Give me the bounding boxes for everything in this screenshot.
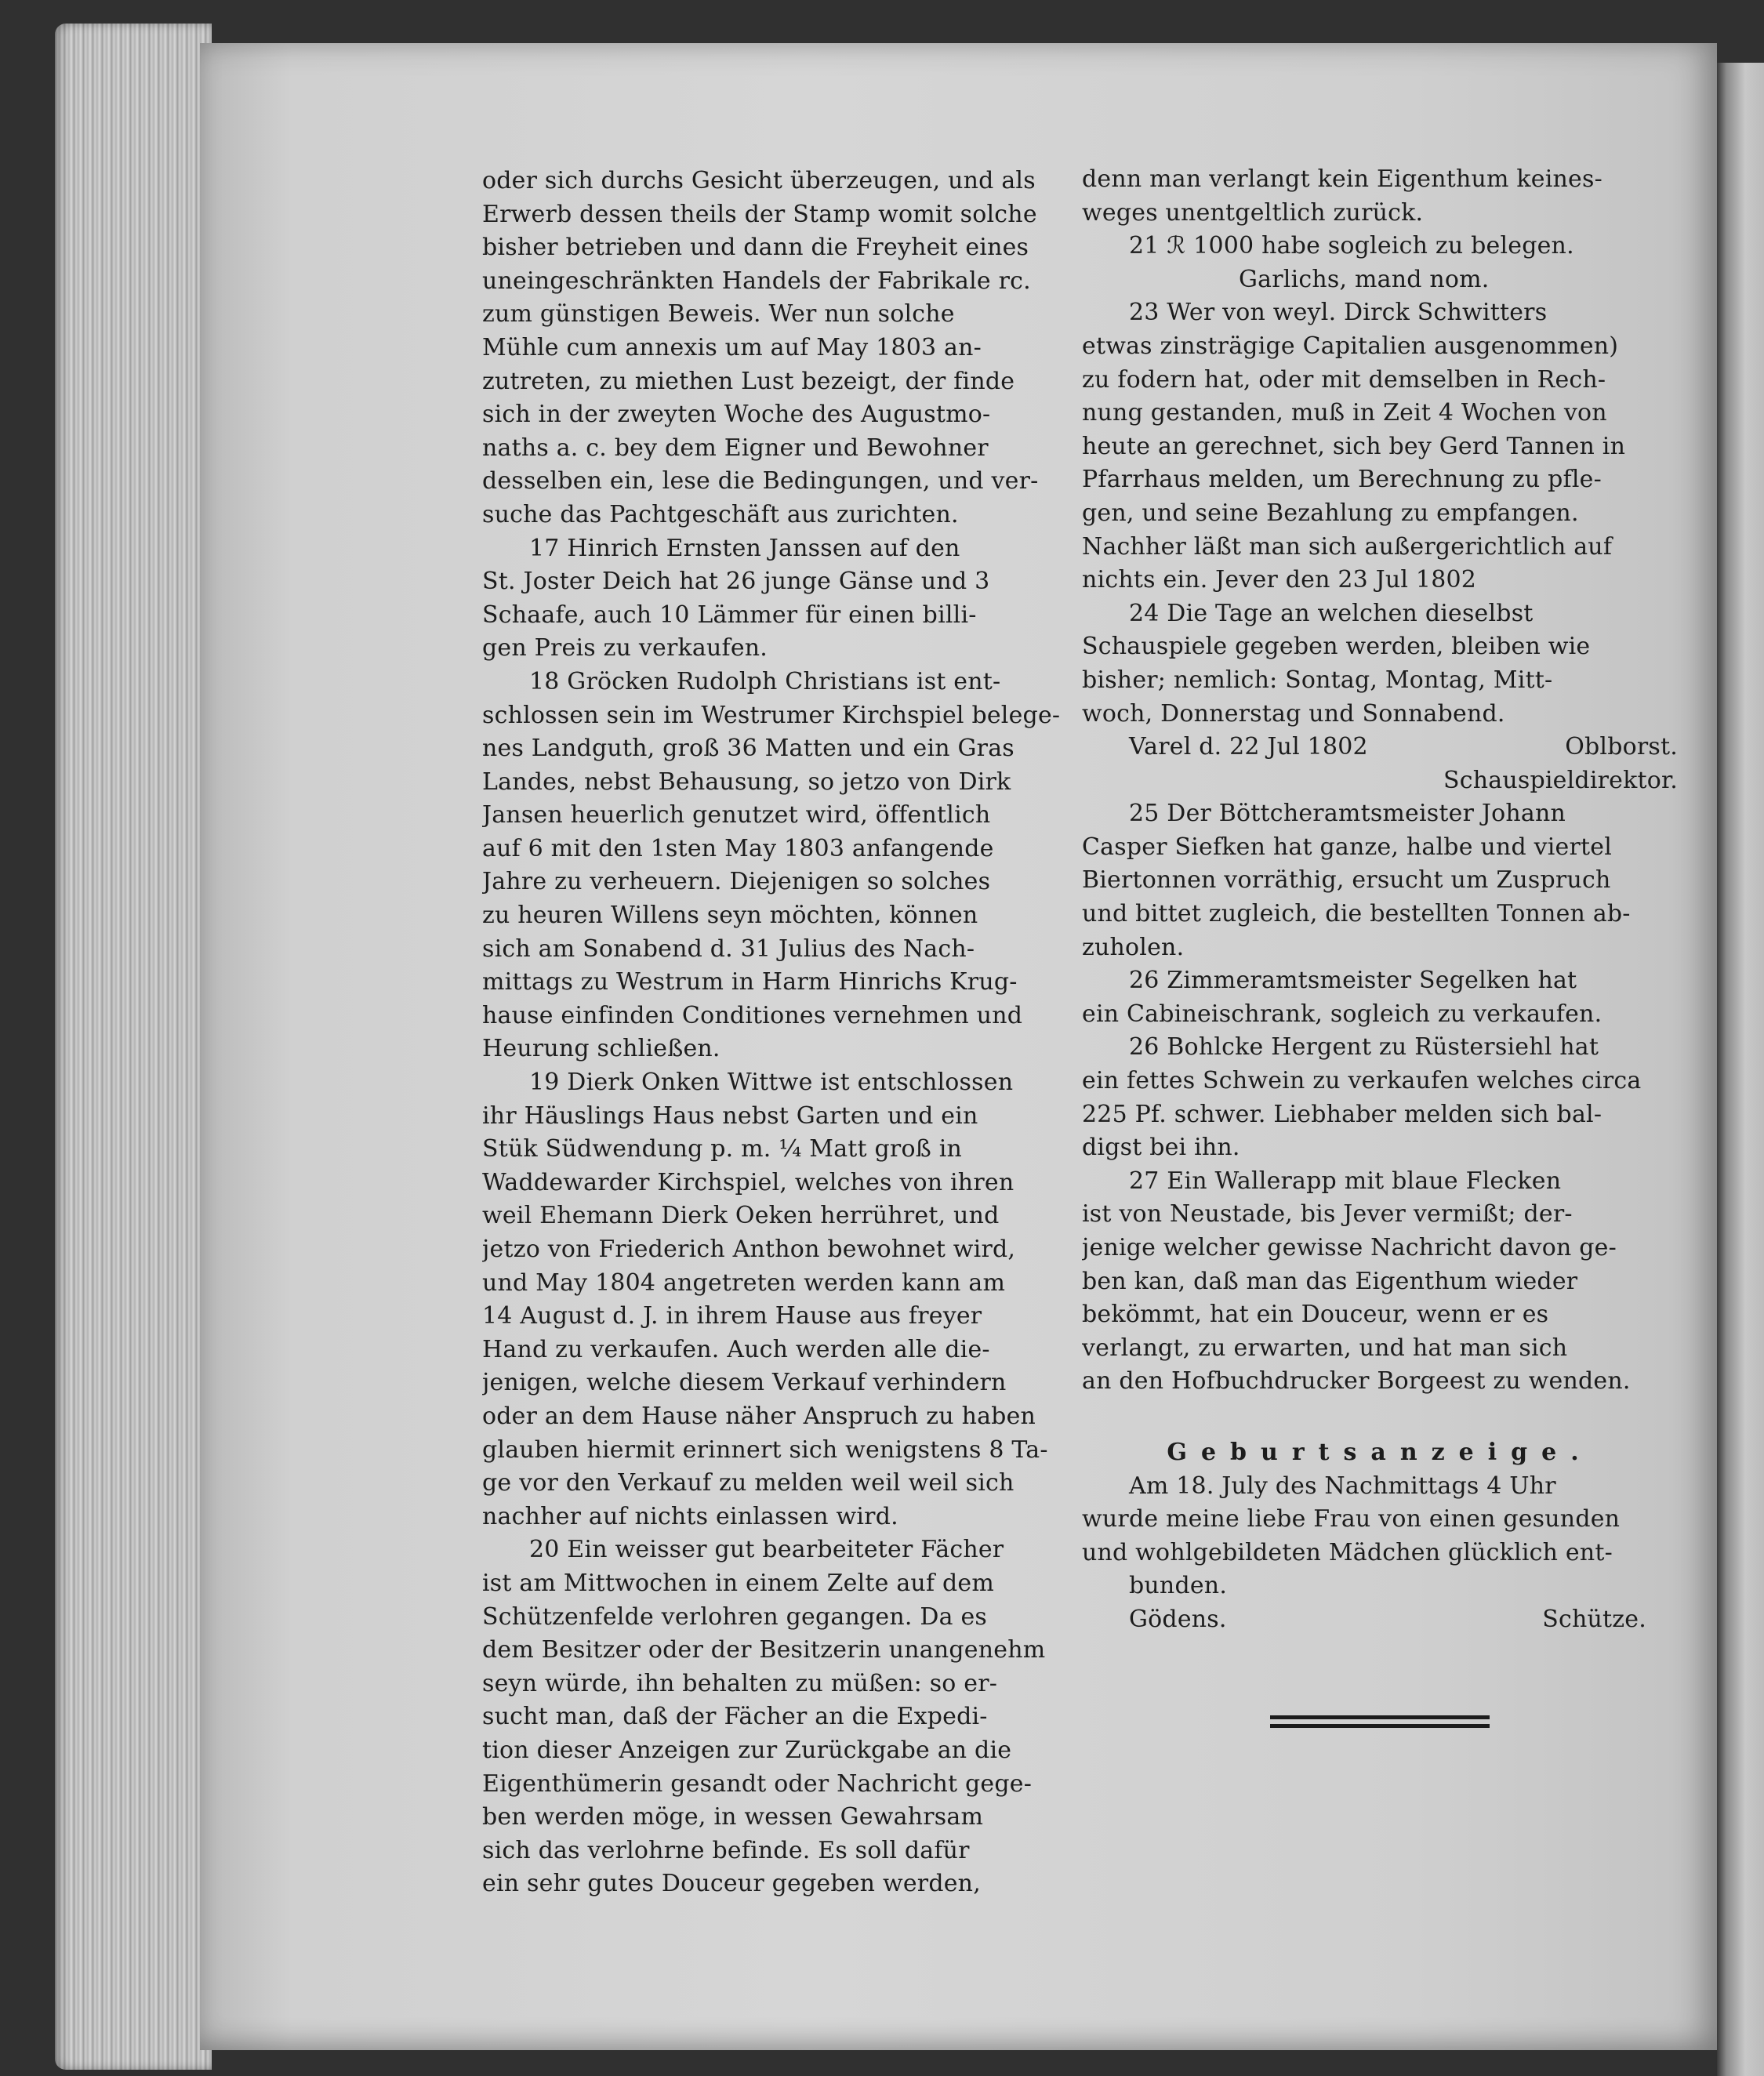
notice-line: 26 Bohlcke Hergent zu Rüstersiehl hat	[1129, 1033, 1599, 1062]
birth-notice	[1082, 1436, 1678, 1637]
notice-line: weil Ehemann Dierk Oeken herrühret, und	[482, 1202, 1000, 1230]
notice-line: sucht man, daß der Fächer an die Expedi-	[482, 1703, 988, 1731]
notice-entry	[1082, 163, 1678, 230]
birth-notice-line: bunden.	[1129, 1572, 1228, 1600]
notice-line: ist am Mittwochen in einem Zelte auf dem	[482, 1569, 994, 1597]
notice-line: gen, und seine Bezahlung zu empfangen.	[1082, 499, 1579, 527]
notice-line: jetzo von Friederich Anthon bewohnet wird,	[482, 1236, 1016, 1263]
notice-line: denn man verlangt kein Eigenthum keines-	[1082, 165, 1602, 193]
notice-line: Heurung schließen.	[482, 1035, 720, 1063]
notice-line: 225 Pf. schwer. Liebhaber melden sich bal-	[1082, 1100, 1602, 1128]
notice-line: ist von Neustade, bis Jever vermißt; der-	[1082, 1200, 1573, 1229]
notice-line: 20 Ein weisser gut bearbeiteter Fächer	[529, 1536, 1004, 1564]
notice-entry	[482, 1066, 1078, 1533]
signature-line	[1082, 731, 1678, 764]
notice-line: nes Landguth, groß 36 Matten und ein Gras	[482, 735, 1014, 763]
notice-line: mittags zu Westrum in Harm Hinrichs Krug-	[482, 968, 1018, 996]
notice-line: bisher; nemlich: Sontag, Montag, Mitt-	[1082, 666, 1553, 694]
notice-line: etwas zinsträgige Capitalien ausgenommen)	[1082, 332, 1619, 360]
notice-entry	[1082, 296, 1678, 597]
notice-line: zu heuren Willens seyn möchten, können	[482, 902, 978, 930]
adjacent-page-edge	[1717, 63, 1764, 2076]
notice-line: ihr Häuslings Haus nebst Garten und ein	[482, 1102, 978, 1130]
signature-place-date: Varel d. 22 Jul 1802	[1129, 733, 1368, 761]
notice-line: Garlichs, mand nom.	[1239, 265, 1490, 293]
notice-line: Landes, nebst Behausung, so jetzo von Dirk	[482, 768, 1011, 796]
birth-notice-place: Gödens.	[1129, 1605, 1227, 1633]
notice-line: Erwerb dessen theils der Stamp womit solche	[482, 200, 1037, 228]
right-text-column	[1082, 163, 1678, 1728]
notice-entry	[1082, 230, 1678, 296]
notice-line: jenige welcher gewisse Nachricht davon ge-	[1082, 1234, 1617, 1261]
notice-line: Jansen heuerlich genutzet wird, öffentlich	[482, 801, 991, 829]
notice-line: glauben hiermit erinnert sich wenigstens 8 Ta-	[482, 1435, 1048, 1464]
notice-line: sich in der zweyten Woche des Augustmo-	[482, 401, 991, 429]
notice-line: sich das verlohrne befinde. Es soll dafür	[482, 1836, 970, 1864]
birth-notice-line: und wohlgebildeten Mädchen glücklich ent-	[1082, 1538, 1613, 1566]
notice-line: 18 Gröcken Rudolph Christians ist ent-	[529, 667, 1001, 695]
notice-line: tion dieser Anzeigen zur Zurückgabe an die	[482, 1736, 1012, 1764]
notice-line: uneingeschränkten Handels der Fabrikale rc.	[482, 267, 1031, 295]
book-page-edges	[55, 24, 212, 2070]
notice-entry	[482, 1533, 1078, 1901]
notice-line: 24 Die Tage an welchen dieselbst	[1129, 599, 1534, 627]
notice-line: verlangt, zu erwarten, und hat man sich	[1082, 1334, 1568, 1362]
notice-line: zu fodern hat, oder mit demselben in Rech-	[1082, 365, 1606, 394]
notice-line: an den Hofbuchdrucker Borgeest zu wenden.	[1082, 1367, 1631, 1395]
notice-line: 25 Der Böttcheramtsmeister Johann	[1129, 800, 1566, 828]
left-text-column	[482, 165, 1078, 1901]
notice-line: nichts ein. Jever den 23 Jul 1802	[1082, 566, 1477, 594]
notice-line: zuholen.	[1082, 933, 1185, 961]
notice-line: zutreten, zu miethen Lust bezeigt, der finde	[482, 367, 1015, 395]
notice-line: 26 Zimmeramtsmeister Segelken hat	[1129, 967, 1577, 995]
notice-line: Mühle cum annexis um auf May 1803 an-	[482, 333, 982, 361]
notice-line: Waddewarder Kirchspiel, welches von ihren	[482, 1168, 1014, 1196]
notice-line: desselben ein, lese die Bedingungen, und ver-	[482, 467, 1039, 495]
notice-line: jenigen, welche diesem Verkauf verhindern	[482, 1369, 1007, 1397]
notice-line: Schauspiele gegeben werden, bleiben wie	[1082, 633, 1591, 661]
birth-notice-signature	[1082, 1603, 1678, 1637]
notice-line: Nachher läßt man sich außergerichtlich auf	[1082, 532, 1613, 561]
notice-line: ben kan, daß man das Eigenthum wieder	[1082, 1267, 1578, 1295]
notice-line: 21 ℛ 1000 habe sogleich zu belegen.	[1129, 232, 1574, 260]
notice-entry	[482, 165, 1078, 532]
notice-line: und May 1804 angetreten werden kann am	[482, 1268, 1006, 1297]
notice-line: oder sich durchs Gesicht überzeugen, und als	[482, 167, 1036, 194]
notice-line: zum günstigen Beweis. Wer nun solche	[482, 300, 955, 328]
notice-line: Jahre zu verheuern. Diejenigen so solches	[482, 868, 991, 896]
notice-line: Stük Südwendung p. m. ¼ Matt groß in	[482, 1135, 963, 1163]
notice-line: auf 6 mit den 1sten May 1803 anfangende	[482, 834, 994, 862]
notice-line: ein Cabineischrank, sogleich zu verkaufen.	[1082, 1000, 1602, 1028]
notice-line: dem Besitzer oder der Besitzerin unangenehm	[482, 1636, 1046, 1664]
notice-entry	[1082, 1165, 1678, 1399]
notice-line: Eigenthümerin gesandt oder Nachricht gege-	[482, 1769, 1033, 1798]
notice-line: 17 Hinrich Ernsten Janssen auf den	[529, 534, 960, 562]
notice-line: digst bei ihn.	[1082, 1134, 1240, 1162]
notice-line: seyn würde, ihn behalten zu müßen: so er-	[482, 1669, 998, 1697]
notice-line: nung gestanden, muß in Zeit 4 Wochen von	[1082, 399, 1607, 427]
notice-line: gen Preis zu verkaufen.	[482, 634, 768, 662]
notice-line: Hand zu verkaufen. Auch werden alle die-	[482, 1335, 990, 1363]
double-rule-line	[1270, 1715, 1490, 1728]
notice-line: woch, Donnerstag und Sonnabend.	[1082, 699, 1505, 728]
notice-line: suche das Pachtgeschäft aus zurichten.	[482, 500, 959, 528]
notice-line: ein fettes Schwein zu verkaufen welches circa	[1082, 1067, 1642, 1095]
notice-line: 19 Dierk Onken Wittwe ist entschlossen	[529, 1069, 1014, 1097]
notice-line: schlossen sein im Westrumer Kirchspiel belege-	[482, 701, 1061, 729]
notice-line: weges unentgeltlich zurück.	[1082, 198, 1424, 227]
notice-entry	[1082, 1031, 1678, 1164]
notice-line: ge vor den Verkauf zu melden weil weil sich	[482, 1469, 1014, 1497]
notice-line: bisher betrieben und dann die Freyheit eines	[482, 234, 1029, 262]
notice-line: 14 August d. J. in ihrem Hause aus freyer	[482, 1302, 982, 1330]
notice-line: 27 Ein Wallerapp mit blaue Flecken	[1129, 1167, 1562, 1195]
notice-entry	[1082, 964, 1678, 1031]
notice-entry	[482, 532, 1078, 666]
notice-line: Biertonnen vorräthig, ersucht um Zuspruch	[1082, 866, 1611, 895]
notice-line: Schützenfelde verlohren gegangen. Da es	[482, 1602, 987, 1631]
notice-line: 23 Wer von weyl. Dirck Schwitters	[1129, 299, 1548, 327]
notice-line: St. Joster Deich hat 26 junge Gänse und 3	[482, 568, 990, 596]
birth-notice-line: Am 18. July des Nachmittags 4 Uhr	[1129, 1472, 1556, 1500]
notice-line: Pfarrhaus melden, um Berechnung zu pfle-	[1082, 466, 1602, 494]
notice-line: hause einfinden Conditiones vernehmen und	[482, 1001, 1023, 1029]
birth-notice-heading: Geburtsanzeige.	[1167, 1438, 1593, 1466]
notice-line: bekömmt, hat ein Douceur, wenn er es	[1082, 1301, 1549, 1329]
birth-notice-line: wurde meine liebe Frau von einen gesunden	[1082, 1505, 1621, 1533]
notice-line: sich am Sonabend d. 31 Julius des Nach-	[482, 935, 975, 963]
notice-entry	[1082, 597, 1678, 798]
notice-line: und bittet zugleich, die bestellten Tonnen ab-	[1082, 900, 1631, 928]
signature-title: Schauspieldirektor.	[1443, 766, 1678, 794]
notice-line: naths a. c. bey dem Eigner und Bewohner	[482, 434, 989, 462]
notice-line: oder an dem Hause näher Anspruch zu haben	[482, 1402, 1036, 1430]
closing-rule	[1082, 1715, 1678, 1728]
signature-name: Oblborst.	[1565, 733, 1678, 761]
notice-line: Schaafe, auch 10 Lämmer für einen billi-	[482, 601, 977, 629]
notice-line: ben werden möge, in wessen Gewahrsam	[482, 1803, 984, 1831]
notice-line: Casper Siefken hat ganze, halbe und viertel	[1082, 833, 1613, 861]
notice-line: nachher auf nichts einlassen wird.	[482, 1502, 898, 1530]
notice-line: heute an gerechnet, sich bey Gerd Tannen in	[1082, 432, 1626, 460]
notice-entry	[482, 666, 1078, 1066]
notice-entry	[1082, 797, 1678, 964]
notice-line: ein sehr gutes Douceur gegeben werden,	[482, 1870, 981, 1898]
birth-notice-name: Schütze.	[1542, 1605, 1646, 1633]
